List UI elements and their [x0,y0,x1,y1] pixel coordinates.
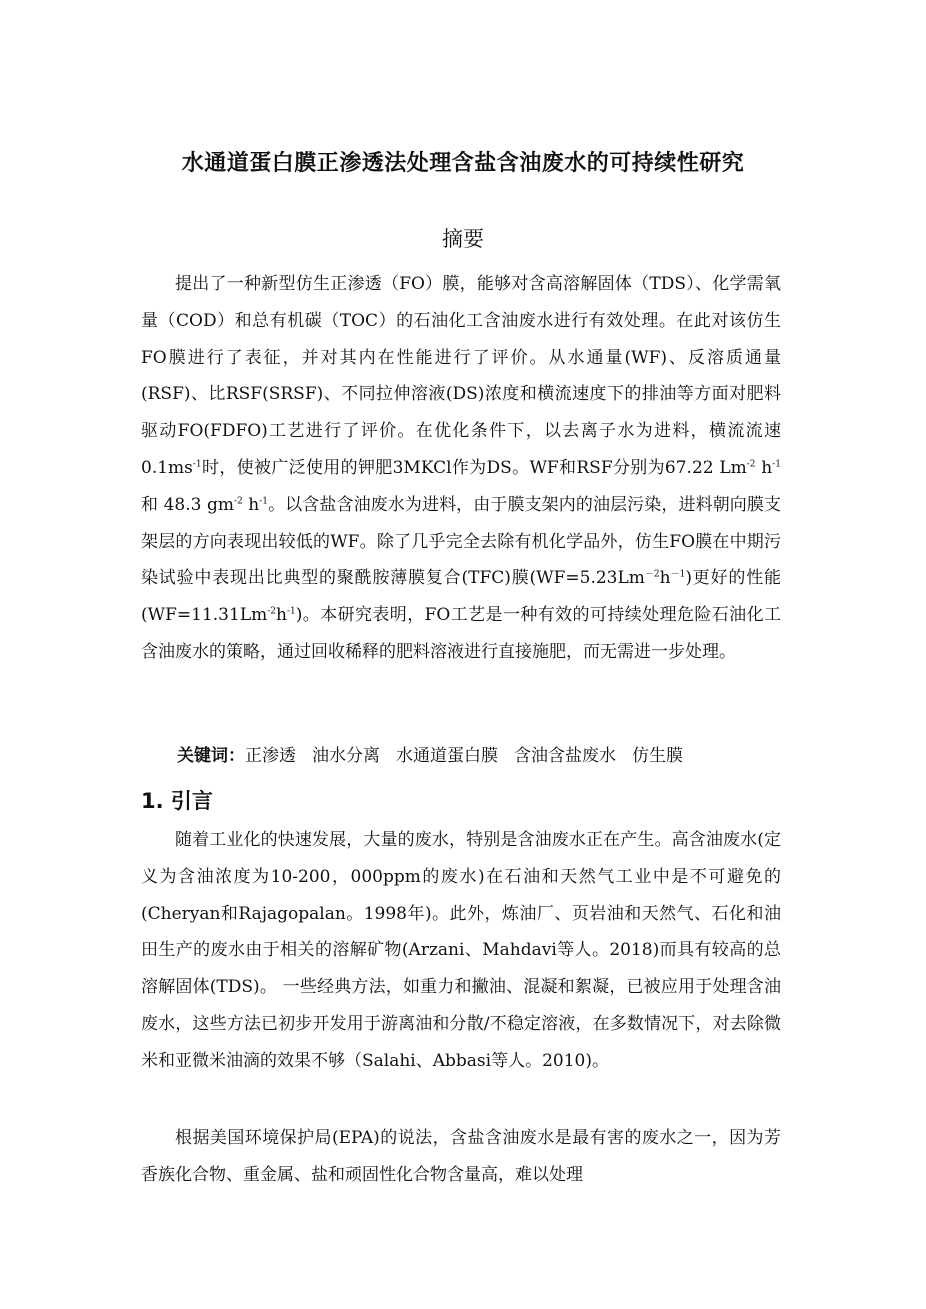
abstract-text: )。本研究表明，FO工艺是一种有效的可持续处理危险石油化工含油废水的策略，通过回收稀释的肥料溶液进行直接施肥，而无需进一步处理。 [141,605,781,662]
superscript: －1 [670,569,686,580]
keyword: 水通道蛋白膜 [396,746,498,766]
keyword: 油水分离 [312,746,380,766]
abstract-text: 提出了一种新型仿生正渗透（FO）膜，能够对含高溶解固体（TDS）、化学需氧量（COD）和总有机碳（TOC）的石油化工含油废水进行有效处理。在此对该仿生FO膜进行了表征，并对其内在性能进行了评价。从水通量(WF)、反溶质通量(RSF)、比RSF(SRSF)、不同拉伸溶液(DS)浓度和横流速度下的排油等方面对肥料驱动FO(FDFO)工艺进行了评价。在优化条件下，以去离子水为进料，横流流速0.1ms [141,274,781,478]
superscript: -1 [772,459,781,470]
superscript: -1 [192,459,202,470]
keyword: 仿生膜 [632,746,683,766]
superscript: －2 [644,569,660,580]
superscript: -1 [259,496,268,507]
abstract-text: h [755,457,773,478]
paper-title: 水通道蛋白膜正渗透法处理含盐含油废水的可持续性研究 [181,151,745,176]
superscript: -2 [746,459,756,470]
section-heading-introduction: 1. 引言 [141,789,213,813]
abstract-text: 时，使被广泛使用的钾肥3MKCl作为DS。WF和RSF分别为67.22 Lm [201,457,747,478]
abstract-text: 。以含盐含油废水为进料，由于膜支架内的油层污染，进料朝向膜支架层的方向表现出较低的WF。除了几乎完全去除有机化学品外，仿生FO膜在中期污染试验中表现出比典型的聚酰胺薄膜复合(TFC)膜(WF=5.23Lm [141,494,781,589]
keywords-label: 关键词： [177,746,245,766]
body-paragraph: 随着工业化的快速发展，大量的废水，特别是含油废水正在产生。高含油废水(定义为含油浓度为10-200，000ppm的废水)在石油和天然气工业中是不可避免的(Cheryan和Rajagopalan。1998年)。此外，炼油厂、页岩油和天然气、石化和油田生产的废水由于相关的溶解矿物(Arzani、Mahdavi等人。2018)而具有较高的总溶解固体(TDS)。 一些经典方法，如重力和撇油、混凝和絮凝，已被应用于处理含油废水，这些方法已初步开发用于游离油和分散/不稳定溶液，在多数情况下，对去除微米和亚微米油滴的效果不够（Salahi、Abbasi等人。2010)。 [141,830,781,1071]
keywords-line [177,741,777,771]
superscript: -1 [286,606,296,617]
keyword: 含油含盐废水 [514,746,616,766]
abstract-text: h [242,494,260,515]
superscript: -2 [267,606,277,617]
abstract-text: 和 48.3 gm [141,494,234,515]
keyword: 正渗透 [245,746,296,766]
abstract-text: h [659,568,671,589]
superscript: -2 [233,496,243,507]
abstract-text: h [276,605,287,626]
abstract-text: )更好的性能(WF=11.31Lm [141,568,782,626]
abstract-heading: 摘要 [442,227,484,251]
abstract-paragraph [141,266,781,671]
body-paragraph: 根据美国环境保护局(EPA)的说法，含盐含油废水是最有害的废水之一，因为芳香族化合物、重金属、盐和顽固性化合物含量高，难以处理 [141,1128,781,1185]
